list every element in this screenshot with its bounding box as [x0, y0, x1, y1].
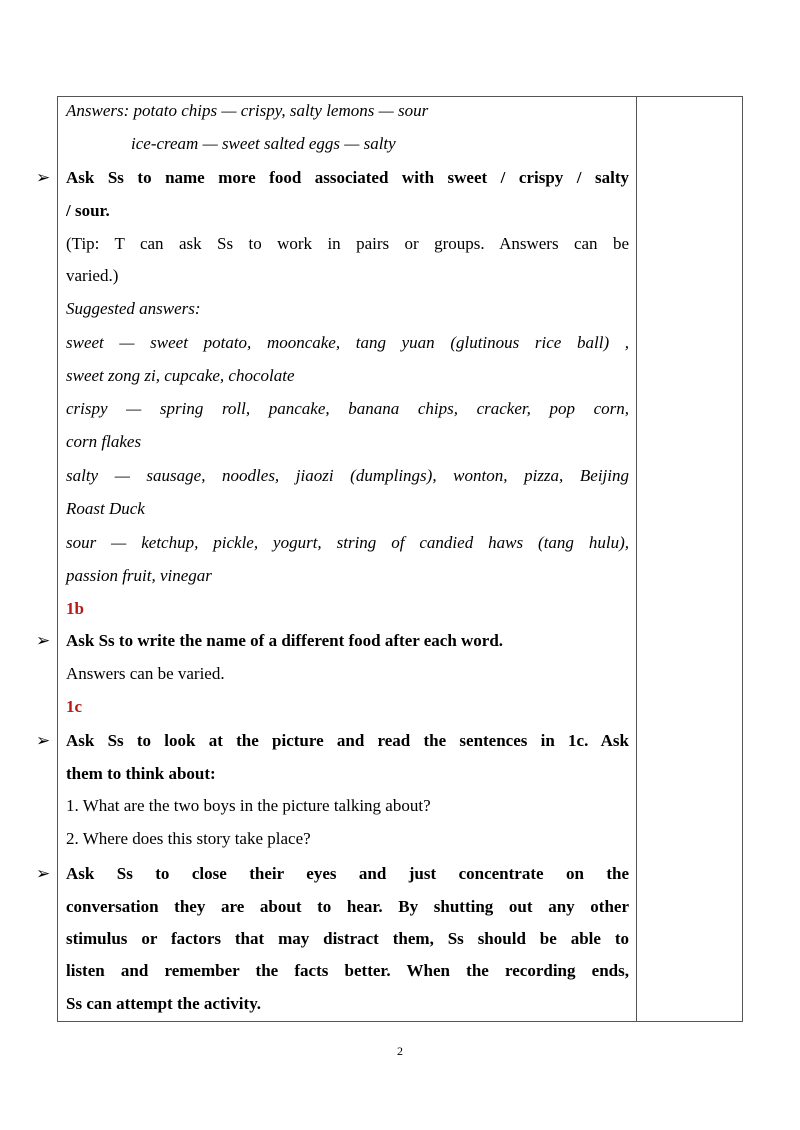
task-1c-line-1 [36, 731, 629, 751]
task-text: Ask Ss to close their eyes and just concentrate on the [66, 864, 629, 883]
task-1c-listen-line-2: conversation they are about to hear. By shutting out any other [66, 897, 629, 916]
tip-line-1: (Tip: T can ask Ss to work in pairs or groups. Answers can be [66, 234, 629, 253]
section-heading-1c: 1c [66, 697, 83, 716]
task-1c-listen-line-5: Ss can attempt the activity. [66, 994, 262, 1013]
crispy-answers-line-2: corn flakes [66, 432, 142, 451]
task-1c-listen-line-4: listen and remember the facts better. When the recording ends, [66, 961, 629, 980]
sweet-answers-line-2: sweet zong zi, cupcake, chocolate [66, 366, 295, 385]
question-2: 2. Where does this story take place? [66, 829, 311, 848]
task-text: Ask Ss to look at the picture and read the sentences in 1c. Ask [66, 731, 629, 750]
task-1c-listen-line-1 [36, 864, 629, 884]
answers-line-2: ice-cream — sweet salted eggs — salty [131, 134, 396, 153]
sweet-answers-line-1: sweet — sweet potato, mooncake, tang yuan (glutinous rice ball) , [66, 333, 629, 352]
bullet-arrow-icon: ➢ [36, 168, 51, 188]
task-text: Ask Ss to name more food associated with sweet / crispy / salty [66, 168, 629, 187]
lesson-plan-table [36, 96, 743, 1022]
section-heading-1b: 1b [66, 599, 84, 618]
tip-line-2: varied.) [66, 266, 119, 285]
task-1b-note: Answers can be varied. [66, 664, 225, 683]
crispy-answers-line-1: crispy — spring roll, pancake, banana chips, cracker, pop corn, [66, 399, 629, 418]
task-1c-listen-line-3: stimulus or factors that may distract them, Ss should be able to [66, 929, 629, 948]
page-number: 2 [397, 1044, 403, 1058]
task-1c-line-2: them to think about: [66, 764, 216, 783]
task-text: Ask Ss to write the name of a different food after each word. [66, 631, 504, 650]
task-name-more-food-line-1 [36, 168, 629, 188]
answers-line-1: Answers: potato chips — crispy, salty lemons — sour [66, 101, 429, 120]
sour-answers-line-2: passion fruit, vinegar [66, 566, 212, 585]
sour-answers-line-1: sour — ketchup, pickle, yogurt, string of candied haws (tang hulu), [66, 533, 629, 552]
salty-answers-line-1: salty — sausage, noodles, jiaozi (dumplings), wonton, pizza, Beijing [66, 466, 629, 485]
question-1: 1. What are the two boys in the picture talking about? [66, 796, 431, 815]
bullet-arrow-outline-icon: ➢ [36, 731, 51, 751]
task-name-more-food-line-2: / sour. [66, 201, 110, 220]
salty-answers-line-2: Roast Duck [66, 499, 145, 518]
bullet-arrow-icon: ➢ [36, 631, 51, 651]
task-1b [36, 631, 629, 651]
bullet-arrow-icon: ➢ [36, 864, 51, 884]
column-divider [636, 97, 637, 1021]
suggested-answers-label: Suggested answers: [66, 299, 201, 318]
